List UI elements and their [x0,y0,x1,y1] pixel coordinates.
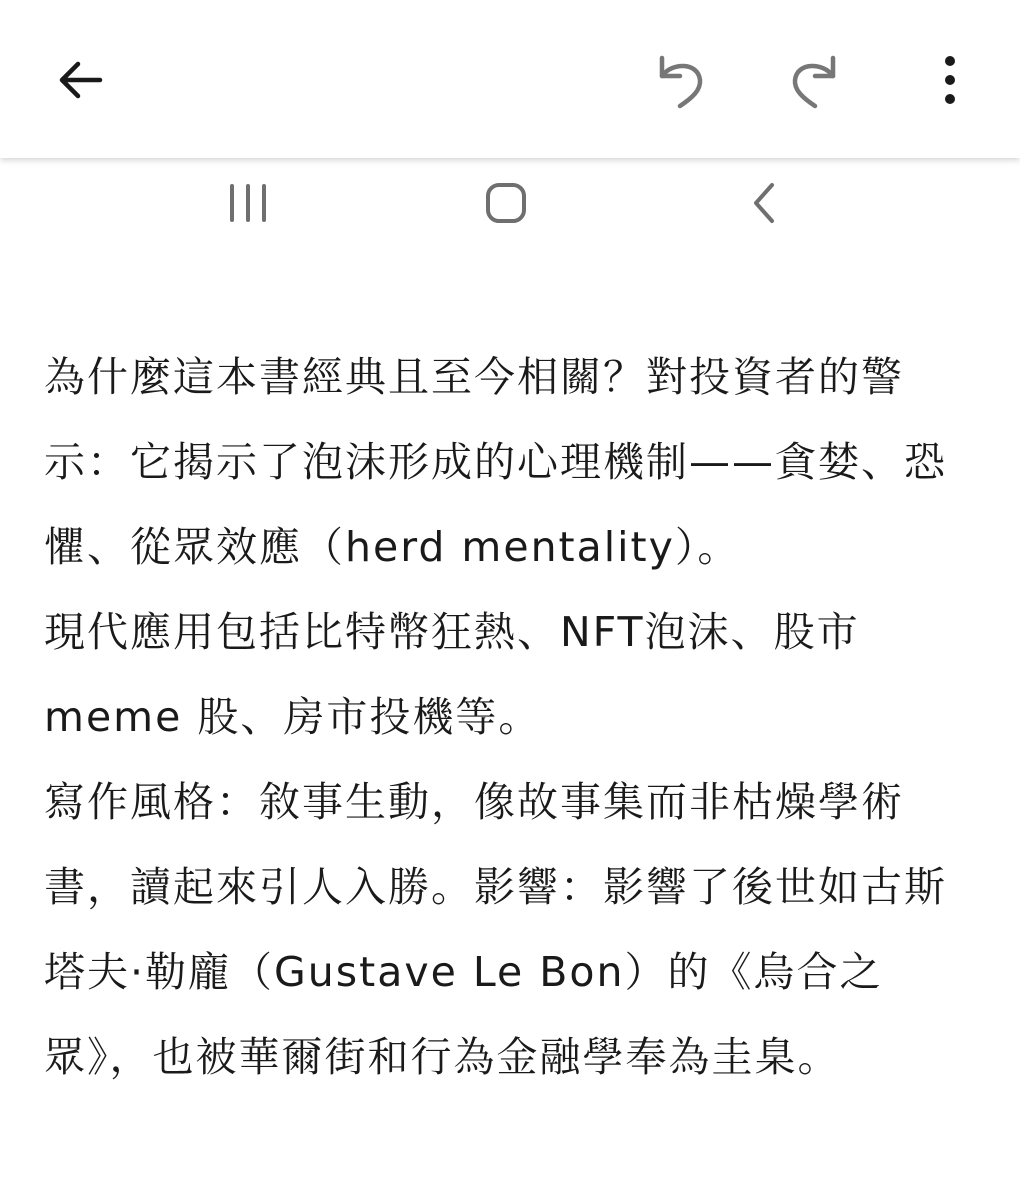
more-vertical-icon [940,54,960,106]
redo-icon [785,50,845,110]
paragraph: 現代應用包括比特幣狂熱、NFT泡沫、股市meme 股、房市投機等。 [44,608,860,741]
back-button[interactable] [40,40,120,120]
recent-apps-button[interactable] [208,165,288,240]
recent-apps-icon [226,183,270,223]
paragraph: 寫作風格：敘事生動，像故事集而非枯燥學術書，讀起來引人入勝。影響：影響了後世如古斯塔夫·勒龐（Gustave Le Bon）的《烏合之眾》，也被華爾街和行為金融學奉為圭臬。 [44,778,947,1081]
paragraph: 為什麼這本書經典且至今相關？對投資者的警示：它揭示了泡沫形成的心理機制——貪婪、恐懼、從眾效應（herd mentality）。 [44,353,947,571]
home-button[interactable] [466,165,546,240]
system-back-button[interactable] [724,165,804,240]
top-toolbar [0,0,1020,158]
more-options-button[interactable] [915,40,985,120]
system-navigation-bar [0,165,1020,240]
undo-icon [650,50,710,110]
chevron-left-icon [748,181,780,225]
undo-button[interactable] [640,40,720,120]
home-icon [484,181,528,225]
arrow-left-icon [54,54,106,106]
redo-button[interactable] [775,40,855,120]
note-body[interactable] [44,335,974,1100]
